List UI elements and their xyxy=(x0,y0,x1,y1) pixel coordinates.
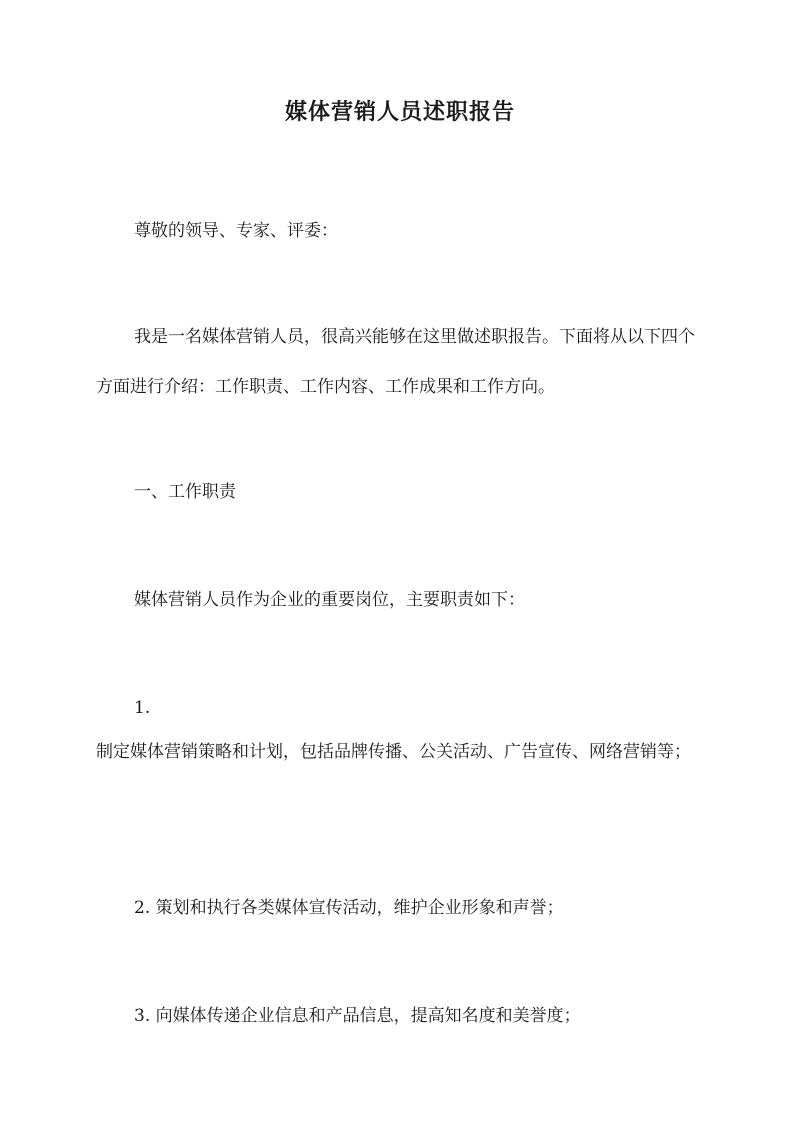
duties-intro: 媒体营销人员作为企业的重要岗位，主要职责如下： xyxy=(134,590,525,610)
document-title: 媒体营销人员述职报告 xyxy=(284,99,515,125)
list-item-number: 1. xyxy=(134,698,151,718)
intro-paragraph: 我是一名媒体营销人员，很高兴能够在这里做述职报告。下面将从以下四个方面进行介绍：工作职责、工作内容、工作成果和工作方向。 xyxy=(96,327,695,397)
list-item: 3. 向媒体传递企业信息和产品信息，提高知名度和美誉度； xyxy=(134,1006,581,1026)
list-item: 2. 策划和执行各类媒体宣传活动，维护企业形象和声誉； xyxy=(134,898,564,918)
list-item-text: 制定媒体营销策略和计划，包括品牌传播、公关活动、广告宣传、网络营销等； xyxy=(96,742,691,762)
section-heading-duties: 一、工作职责 xyxy=(134,482,236,502)
salutation: 尊敬的领导、专家、评委： xyxy=(134,221,338,241)
